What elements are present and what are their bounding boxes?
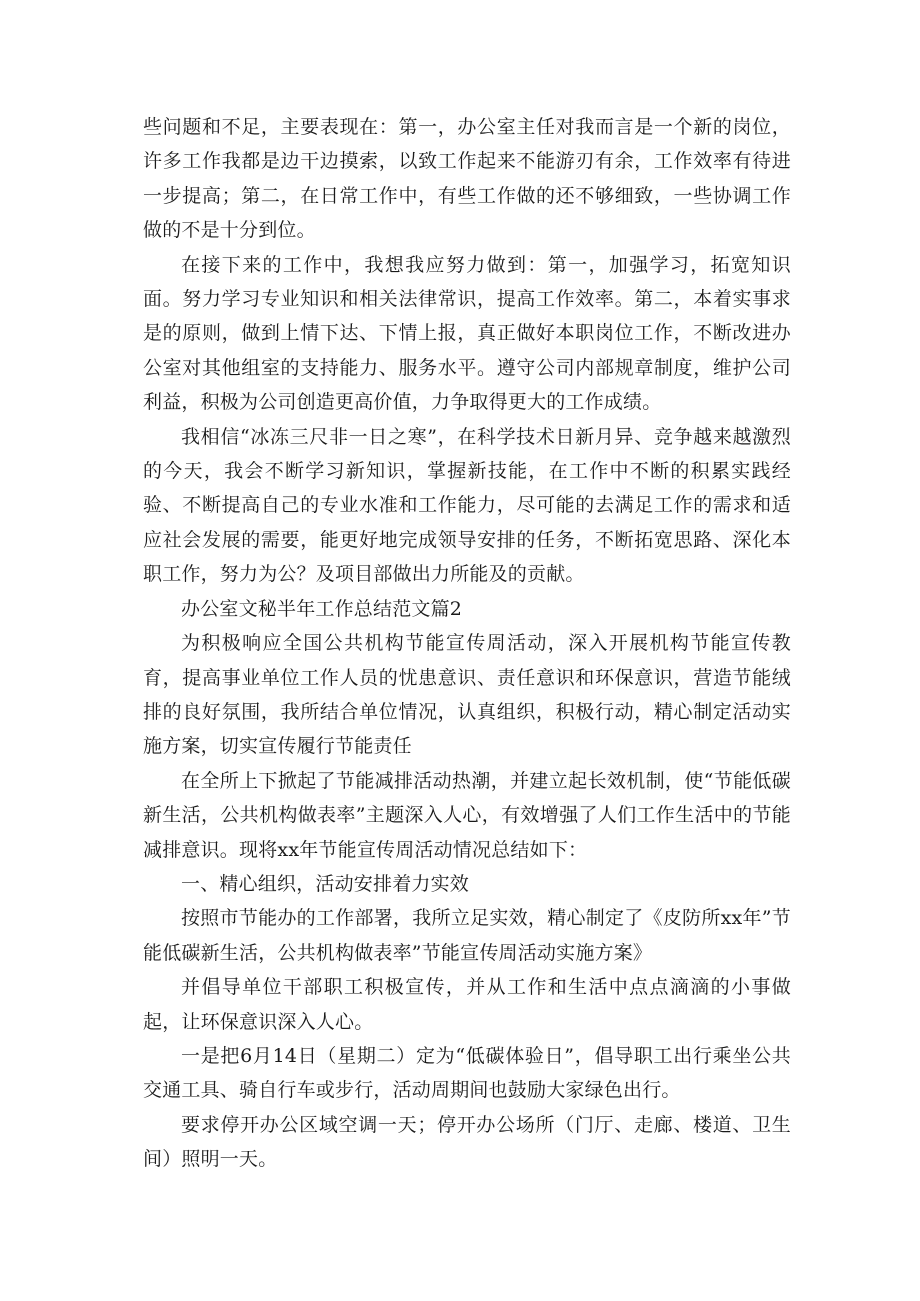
paragraph-continuation: 些问题和不足，主要表现在：第一，办公室主任对我而言是一个新的岗位，许多工作我都是边干边摸索，以致工作起来不能游刃有余，工作效率有待进一步提高；第二，在日常工作中，有些工作做的还不够细致，一些协调工作做的不是十分到位。 [143, 116, 791, 242]
paragraph-advocacy: 并倡导单位干部职工积极宣传，并从工作和生活中点点滴滴的小事做起，让环保意识深入人心。 [143, 976, 791, 1033]
paragraph-next-steps: 在接下来的工作中，我想我应努力做到：第一，加强学习，拓宽知识面。努力学习专业知识和相关法律常识，提高工作效率。第二，本着实事求是的原则，做到上情下达、下情上报，真正做好本职岗位工作，不断改进办公室对其他组室的支持能力、服务水平。遵守公司内部规章制度，维护公司利益，积极为公司创造更高价值，力争取得更大的工作成绩。 [143, 253, 791, 414]
paragraph-belief: 我相信“冰冻三尺非一日之寒”，在科学技术日新月异、竞争越来越激烈的今天，我会不断学习新知识，掌握新技能，在工作中不断的积累实践经验、不断提高自己的专业水准和工作能力，尽可能的去满足工作的需求和适应社会发展的需要，能更好地完成领导安排的任务，不断拓宽思路、深化本职工作，努力为公？及项目部做出力所能及的贡献。 [143, 425, 791, 586]
subsection-title: 一、精心组织，活动安排着力实效 [181, 872, 470, 895]
paragraph-low-carbon-day: 一是把6月14日（星期二）定为“低碳体验日”，倡导职工出行乘坐公共交通工具、骑自行车或步行，活动周期间也鼓励大家绿色出行。 [143, 1044, 791, 1102]
section-title: 办公室文秘半年工作总结范文篇2 [181, 597, 463, 620]
paragraph-summary: 在全所上下掀起了节能减排活动热潮，并建立起长效机制，使“节能低碳新生活，公共机构做表率”主题深入人心，有效增强了人们工作生活中的节能减排意识。现将xx年节能宣传周活动情况总结如下： [143, 769, 791, 861]
paragraph-plan: 按照市节能办的工作部署，我所立足实效，精心制定了《皮防所xx年”节能低碳新生活，公共机构做表率”节能宣传周活动实施方案》 [143, 907, 791, 964]
document-body [143, 110, 791, 1177]
paragraph-intro: 为积极响应全国公共机构节能宣传周活动，深入开展机构节能宣传教育，提高事业单位工作人员的忧患意识、责任意识和环保意识，营造节能绒排的良好氛围，我所结合单位情况，认真组织，积极行动，精心制定活动实施方案，切实宣传履行节能责任 [143, 632, 791, 758]
paragraph-requirements: 要求停开办公区域空调一天；停开办公场所（门厅、走廊、楼道、卫生间）照明一天。 [143, 1113, 791, 1171]
